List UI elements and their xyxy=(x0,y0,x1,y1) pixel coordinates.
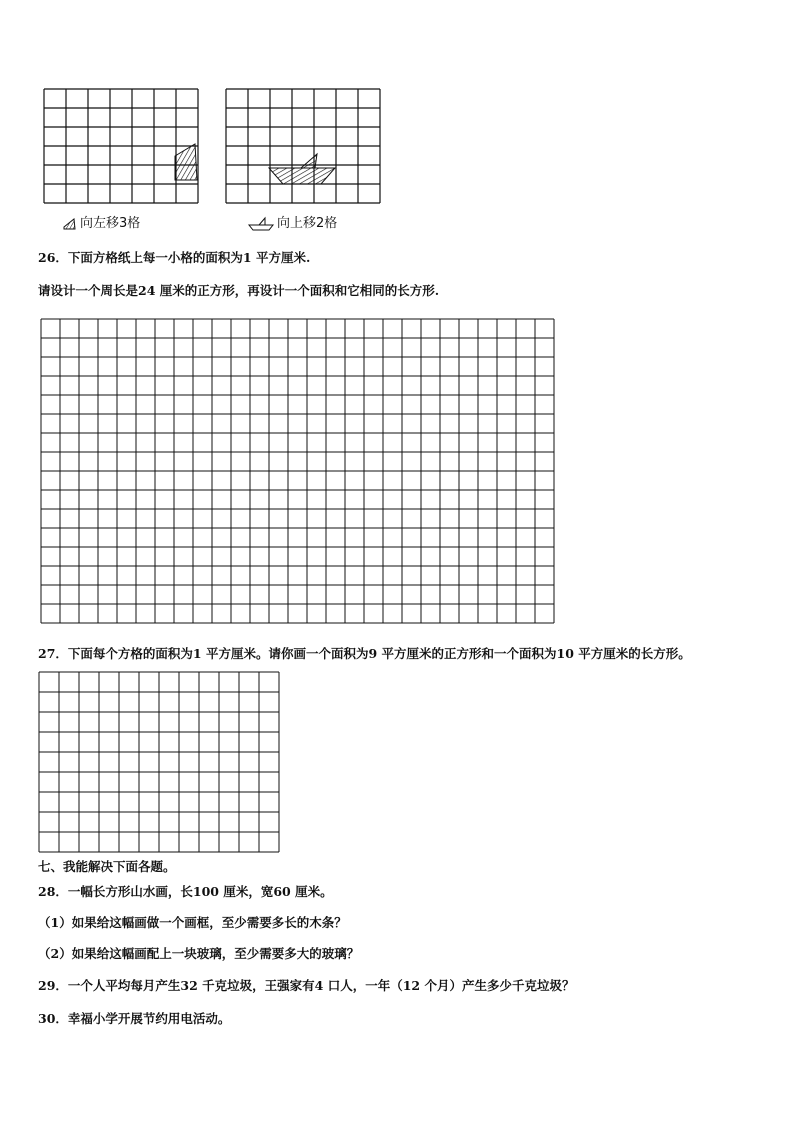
grid-figure-left xyxy=(43,88,199,204)
left-caption-text: 向左移3格 xyxy=(80,216,141,231)
grid-paper-q26 xyxy=(40,318,556,624)
boat-hull-shape xyxy=(269,168,335,184)
boat-sail-shape xyxy=(301,154,317,168)
question-30: 30．幸福小学开展节约用电活动。 xyxy=(38,1011,231,1026)
right-shape-icon xyxy=(247,215,277,231)
question-26-line2: 请设计一个周长是24 厘米的正方形，再设计一个面积和它相同的长方形. xyxy=(38,283,440,298)
question-26-line1: 26．下面方格纸上每一小格的面积为1 平方厘米. xyxy=(38,250,311,265)
question-29: 29．一个人平均每月产生32 千克垃圾，王强家有4 口人，一年（12 个月）产生多少千克垃圾？ xyxy=(38,978,575,993)
question-28-part2: （2）如果给这幅画配上一块玻璃，至少需要多大的玻璃？ xyxy=(38,946,360,961)
grid-paper-q27 xyxy=(38,671,280,853)
triangle-shape xyxy=(175,144,197,180)
section-7-heading: 七、我能解决下面各题。 xyxy=(38,859,176,874)
question-27: 27．下面每个方格的面积为1 平方厘米。请你画一个面积为9 平方厘米的正方形和一个面积为10 平方厘米的长方形。 xyxy=(38,646,691,661)
question-28: 28．一幅长方形山水画，长100 厘米，宽60 厘米。 xyxy=(38,884,333,899)
question-28-part1: （1）如果给这幅画做一个画框，至少需要多长的木条？ xyxy=(38,915,347,930)
right-figure-caption xyxy=(247,212,337,232)
grid-figure-right xyxy=(225,88,381,204)
right-caption-text: 向上移2格 xyxy=(277,216,338,231)
left-figure-caption xyxy=(60,212,140,232)
